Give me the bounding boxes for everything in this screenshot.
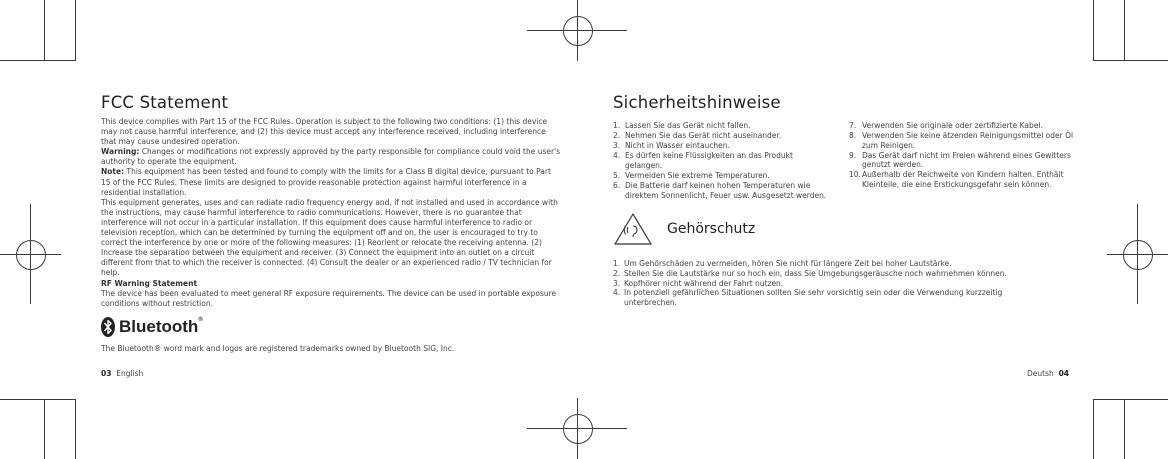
crop-mark: [1124, 0, 1125, 61]
list-item: 10. Außerhalb der Reichweite von Kindern halten. Enthält Kleinteile, die eine Erstickungsgefahr sein können.: [849, 170, 1064, 190]
crop-mark: [44, 399, 45, 459]
registration-circle: [16, 240, 46, 270]
page-number: 04: [1058, 369, 1069, 378]
crop-mark: [1093, 399, 1094, 459]
crop-mark: [1124, 399, 1125, 459]
list-item: 5. Vermeiden Sie extreme Temperaturen.: [613, 170, 770, 180]
bluetooth-wordmark: Bluetooth®: [119, 316, 203, 336]
safety-column-2: [849, 121, 1074, 201]
list-item: 4. Es dürfen keine Flüssigkeiten an das Produkt gelangen.: [613, 151, 793, 170]
list-item: 2. Nehmen Sie das Gerät nicht auseinander.: [613, 131, 782, 141]
warning-label: Warning:: [101, 147, 140, 157]
page-footer-left: [101, 369, 143, 378]
hearing-list: [613, 259, 1083, 309]
list-item: 7. Verwenden Sie originale oder zertifizierte Kabel.: [849, 121, 1043, 130]
list-item: 6. Die Batterie darf keinen hohen Temperaturen wie direktem Sonnenlicht, Feuer usw. Ausgesetzt werden.: [613, 181, 827, 200]
safety-page: [613, 93, 1083, 308]
crop-mark: [1093, 0, 1094, 61]
bluetooth-icon: [101, 317, 115, 337]
safety-list: [613, 121, 1083, 201]
hearing-title: Gehörschutz: [667, 220, 756, 237]
note-text: This equipment has been tested and found to comply with the limits for a Class B digital device, pursuant to Part 15 of the FCC Rules. These limits are designed to provide reasonable protection against harmful interference in a residential installation.: [101, 167, 551, 197]
crop-mark: [75, 399, 76, 459]
crop-mark: [0, 60, 75, 61]
page-language: Deutsh: [1027, 369, 1054, 378]
rf-heading: RF Warning Statement: [101, 278, 198, 288]
registration-circle: [1123, 240, 1153, 270]
crop-mark: [75, 0, 76, 61]
crop-mark: [1093, 60, 1168, 61]
list-item: 8. Verwenden Sie keine ätzenden Reinigungsmittel oder Öl zum Reinigen.: [849, 131, 1074, 150]
crop-mark: [44, 0, 45, 61]
fcc-page: [101, 93, 561, 353]
fcc-body: [101, 117, 561, 309]
page-language: English: [116, 369, 144, 378]
crop-mark: [1093, 399, 1168, 400]
list-item: 4. In potenziell gefährlichen Situationen sollten Sie sehr vorsichtig sein oder die Verwendung kurzzeitig unterbrechen.: [613, 288, 1003, 308]
bluetooth-logo: [101, 317, 561, 337]
bluetooth-trademark-note: The Bluetooth® word mark and logos are registered trademarks owned by Bluetooth SIG, Inc.: [101, 343, 455, 353]
page-number: 03: [101, 369, 112, 378]
list-item: 1. Um Gehörschäden zu vermeiden, hören Sie nicht für längere Zeit bei hoher Lautstärke.: [613, 258, 952, 268]
list-item: 1. Lassen Sie das Gerät nicht fallen.: [613, 121, 751, 130]
hearing-header: [613, 212, 1083, 246]
page-footer-right: [1027, 369, 1069, 378]
fcc-intro: This device complies with Part 15 of the FCC Rules. Operation is subject to the following two conditions: (1) this device may not cause harmful interference, and (2) this device must accept any interference received, including interference that may cause undesired operation.: [101, 117, 548, 147]
fcc-warning: [101, 147, 561, 167]
fcc-title: FCC Statement: [101, 93, 229, 112]
note-label: Note:: [101, 167, 125, 177]
registration-circle: [563, 16, 593, 46]
warning-text: Changes or modifications not expressly approved by the party responsible for compliance could void the user's authority to operate the equipment.: [101, 147, 561, 167]
list-item: 3. Nicht in Wasser eintauchen.: [613, 141, 730, 151]
hearing-warning-icon: [613, 212, 653, 246]
crop-mark: [0, 399, 75, 400]
list-item: 3. Kopfhörer nicht während der Fahrt nutzen.: [613, 278, 784, 288]
fcc-note: [101, 167, 561, 197]
list-item: 2. Stellen Sie die Lautstärke nur so hoch ein, dass Sie Umgebungsgeräusche noch wahrnehmen können.: [613, 268, 1007, 278]
safety-column-1: [613, 121, 849, 201]
registration-circle: [563, 414, 593, 444]
fcc-interference: This equipment generates, uses and can radiate radio frequency energy and, if not installed and used in accordance with the instructions, may cause harmful interference to radio communications. However, there is no guarantee that interference will not occur in a particular installation. If this equipment does cause harmful interference to radio or television reception, which can be determined by turning the equipment off and on, the user is encouraged to try to correct the interference by one or more of the following measures: (1) Reorient or relocate the receiving antenna. (2) Increase the separation between the equipment and receiver. (3) Connect the equipment into an outlet on a circuit different from that to which the receiver is connected. (4) Consult the dealer or an experienced radio / TV technician for help.: [101, 197, 558, 278]
rf-text: The device has been evaluated to meet general RF exposure requirements. The device can be used in portable exposure conditions without restriction.: [101, 288, 557, 308]
list-item: 9. Das Gerät darf nicht im Freien während eines Gewitters genutzt werden.: [849, 150, 1071, 170]
safety-title: Sicherheitshinweise: [613, 93, 781, 112]
